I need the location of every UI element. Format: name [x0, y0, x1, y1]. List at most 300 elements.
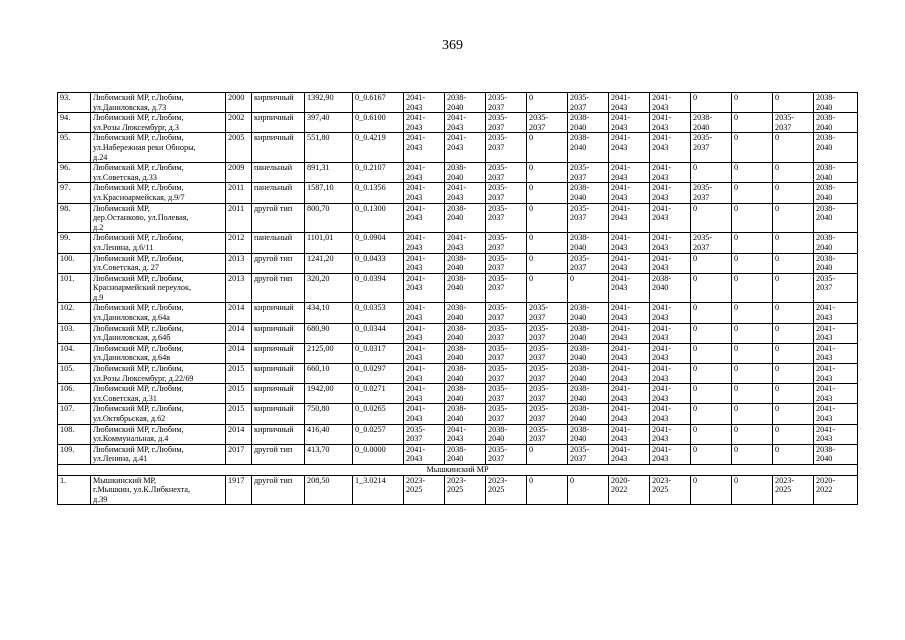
- cell-c10: 0: [773, 183, 814, 203]
- table-row: [58, 303, 858, 323]
- cell-c6: 2041- 2043: [609, 93, 650, 113]
- cell-c10: 0: [773, 364, 814, 384]
- cell-area: 551,80: [305, 133, 353, 163]
- table-row: [58, 233, 858, 253]
- cell-material: другой тип: [252, 203, 305, 233]
- cell-code: 0_0.0904: [353, 233, 404, 253]
- cell-code: 0_0.0000: [353, 444, 404, 464]
- cell-c6: 2041- 2043: [609, 404, 650, 424]
- cell-c8: 0: [691, 93, 732, 113]
- cell-address: Мышкинский МР, г.Мышкин, ул.К.Либкнехта, д.39: [91, 475, 226, 505]
- table-row: [58, 113, 858, 133]
- cell-address: Любимский МР, г.Любим, ул.Советская, д.33: [91, 163, 226, 183]
- cell-c3: 2035- 2037: [486, 163, 527, 183]
- cell-c7: 2041- 2043: [650, 323, 691, 343]
- cell-c6: 2041- 2043: [609, 133, 650, 163]
- cell-c2: 2038- 2040: [445, 253, 486, 273]
- cell-material: кирпичный: [252, 113, 305, 133]
- cell-c1: 2041- 2043: [404, 93, 445, 113]
- cell-no: 100.: [58, 253, 91, 273]
- cell-c10: 0: [773, 424, 814, 444]
- cell-area: 2125,00: [305, 343, 353, 363]
- cell-c11: 2038- 2040: [814, 113, 858, 133]
- cell-c1: 2041- 2043: [404, 273, 445, 303]
- cell-c9: 0: [732, 364, 773, 384]
- cell-c7: 2041- 2043: [650, 424, 691, 444]
- cell-c9: 0: [732, 183, 773, 203]
- cell-c9: 0: [732, 323, 773, 343]
- cell-material: другой тип: [252, 253, 305, 273]
- cell-area: 413,70: [305, 444, 353, 464]
- table-row: [58, 163, 858, 183]
- cell-code: 0_0.0433: [353, 253, 404, 273]
- cell-c7: 2041- 2043: [650, 343, 691, 363]
- cell-c2: 2041- 2043: [445, 424, 486, 444]
- cell-c4: 0: [527, 183, 568, 203]
- cell-c1: 2041- 2043: [404, 444, 445, 464]
- cell-c10: 0: [773, 133, 814, 163]
- cell-c5: 2035- 2037: [568, 163, 609, 183]
- table-row: [58, 133, 858, 163]
- cell-c1: 2041- 2043: [404, 303, 445, 323]
- cell-material: другой тип: [252, 273, 305, 303]
- cell-c8: 0: [691, 323, 732, 343]
- cell-no: 109.: [58, 444, 91, 464]
- cell-c4: 2035- 2037: [527, 303, 568, 323]
- cell-c5: 2035- 2037: [568, 203, 609, 233]
- cell-c9: 0: [732, 273, 773, 303]
- cell-c9: 0: [732, 113, 773, 133]
- cell-c11: 2041- 2043: [814, 343, 858, 363]
- cell-c2: 2038- 2040: [445, 273, 486, 303]
- cell-c4: 0: [527, 475, 568, 505]
- cell-c3: 2035- 2037: [486, 203, 527, 233]
- cell-code: 0_0.1300: [353, 203, 404, 233]
- cell-c1: 2041- 2043: [404, 133, 445, 163]
- cell-c5: 2038- 2040: [568, 133, 609, 163]
- cell-c11: 2041- 2043: [814, 384, 858, 404]
- cell-address: Любимский МР, г.Любим, ул.Даниловская, д.64б: [91, 323, 226, 343]
- cell-area: 1392,90: [305, 93, 353, 113]
- cell-c1: 2041- 2043: [404, 183, 445, 203]
- cell-c3: 2035- 2037: [486, 183, 527, 203]
- cell-c10: 2035- 2037: [773, 113, 814, 133]
- cell-year: 2014: [226, 323, 252, 343]
- cell-material: кирпичный: [252, 133, 305, 163]
- cell-c6: 2041- 2043: [609, 444, 650, 464]
- cell-c10: 0: [773, 273, 814, 303]
- cell-material: кирпичный: [252, 364, 305, 384]
- cell-c6: 2041- 2043: [609, 303, 650, 323]
- cell-c3: 2035- 2037: [486, 273, 527, 303]
- cell-c7: 2041- 2043: [650, 253, 691, 273]
- cell-c6: 2041- 2043: [609, 113, 650, 133]
- table-row: [58, 343, 858, 363]
- cell-c11: 2038- 2040: [814, 183, 858, 203]
- cell-c1: 2041- 2043: [404, 384, 445, 404]
- cell-c5: 2038- 2040: [568, 404, 609, 424]
- cell-year: 2005: [226, 133, 252, 163]
- cell-c10: 0: [773, 253, 814, 273]
- cell-c7: 2041- 2043: [650, 163, 691, 183]
- cell-c1: 2023- 2025: [404, 475, 445, 505]
- cell-c8: 0: [691, 163, 732, 183]
- cell-c9: 0: [732, 424, 773, 444]
- cell-c5: 0: [568, 475, 609, 505]
- cell-no: 95.: [58, 133, 91, 163]
- cell-area: 434,10: [305, 303, 353, 323]
- table-row: [58, 475, 858, 505]
- cell-c1: 2035- 2037: [404, 424, 445, 444]
- cell-c7: 2041- 2043: [650, 303, 691, 323]
- cell-code: 0_0.0297: [353, 364, 404, 384]
- table-row: [58, 384, 858, 404]
- cell-c9: 0: [732, 475, 773, 505]
- cell-c5: 2038- 2040: [568, 233, 609, 253]
- cell-code: 0_0.0271: [353, 384, 404, 404]
- cell-c7: 2041- 2043: [650, 384, 691, 404]
- cell-c2: 2038- 2040: [445, 163, 486, 183]
- cell-year: 2015: [226, 364, 252, 384]
- cell-c6: 2041- 2043: [609, 273, 650, 303]
- cell-c9: 0: [732, 444, 773, 464]
- cell-c8: 0: [691, 303, 732, 323]
- cell-year: 2017: [226, 444, 252, 464]
- cell-c10: 0: [773, 233, 814, 253]
- cell-c11: 2041- 2043: [814, 404, 858, 424]
- cell-address: Любимский МР, г.Любим, ул.Розы Люксембург, д.3: [91, 113, 226, 133]
- cell-c9: 0: [732, 93, 773, 113]
- cell-c4: 2035- 2037: [527, 323, 568, 343]
- cell-area: 1587,10: [305, 183, 353, 203]
- cell-c10: 0: [773, 343, 814, 363]
- cell-year: 2014: [226, 303, 252, 323]
- cell-c3: 2035- 2037: [486, 93, 527, 113]
- cell-c3: 2035- 2037: [486, 404, 527, 424]
- cell-c6: 2041- 2043: [609, 364, 650, 384]
- cell-c4: 0: [527, 93, 568, 113]
- cell-c10: 0: [773, 404, 814, 424]
- cell-code: 0_0.0353: [353, 303, 404, 323]
- cell-year: 2009: [226, 163, 252, 183]
- cell-no: 1.: [58, 475, 91, 505]
- cell-c8: 0: [691, 253, 732, 273]
- table-row: [58, 253, 858, 273]
- cell-c11: 2038- 2040: [814, 253, 858, 273]
- cell-no: 101.: [58, 273, 91, 303]
- cell-material: панельный: [252, 233, 305, 253]
- cell-c6: 2041- 2043: [609, 163, 650, 183]
- cell-c2: 2038- 2040: [445, 323, 486, 343]
- cell-c3: 2035- 2037: [486, 253, 527, 273]
- cell-c11: 2041- 2043: [814, 424, 858, 444]
- cell-c5: 2038- 2040: [568, 384, 609, 404]
- cell-c8: 0: [691, 384, 732, 404]
- cell-area: 320,20: [305, 273, 353, 303]
- cell-c3: 2038- 2040: [486, 424, 527, 444]
- cell-c2: 2038- 2040: [445, 343, 486, 363]
- cell-c3: 2035- 2037: [486, 364, 527, 384]
- cell-c5: 2038- 2040: [568, 424, 609, 444]
- cell-c10: 0: [773, 203, 814, 233]
- table-row: [58, 273, 858, 303]
- cell-c7: 2041- 2043: [650, 113, 691, 133]
- cell-c5: 2038- 2040: [568, 113, 609, 133]
- cell-no: 106.: [58, 384, 91, 404]
- cell-area: 1101,01: [305, 233, 353, 253]
- cell-code: 0_0.4219: [353, 133, 404, 163]
- cell-c6: 2041- 2043: [609, 203, 650, 233]
- cell-no: 103.: [58, 323, 91, 343]
- cell-c1: 2041- 2043: [404, 113, 445, 133]
- cell-c4: 0: [527, 273, 568, 303]
- cell-c4: 0: [527, 203, 568, 233]
- cell-c3: 2035- 2037: [486, 133, 527, 163]
- cell-c5: 2035- 2037: [568, 444, 609, 464]
- table-row: [58, 203, 858, 233]
- cell-address: Любимский МР, г.Любим, ул.Даниловская, д.64а: [91, 303, 226, 323]
- cell-c2: 2041- 2043: [445, 183, 486, 203]
- cell-no: 96.: [58, 163, 91, 183]
- cell-area: 800,70: [305, 203, 353, 233]
- cell-year: 2014: [226, 424, 252, 444]
- cell-address: Любимский МР, г.Любим, ул.Даниловская, д.64в: [91, 343, 226, 363]
- cell-code: 0_0.0257: [353, 424, 404, 444]
- table-row: [58, 183, 858, 203]
- cell-no: 97.: [58, 183, 91, 203]
- cell-c11: 2041- 2043: [814, 364, 858, 384]
- cell-c1: 2041- 2043: [404, 233, 445, 253]
- cell-c2: 2041- 2043: [445, 113, 486, 133]
- cell-no: 93.: [58, 93, 91, 113]
- cell-c4: 0: [527, 253, 568, 273]
- cell-c5: 2035- 2037: [568, 93, 609, 113]
- cell-address: Любимский МР, дер.Останково, ул.Полевая, д.2: [91, 203, 226, 233]
- cell-material: другой тип: [252, 475, 305, 505]
- section-header-row: [58, 464, 858, 475]
- cell-c6: 2041- 2043: [609, 183, 650, 203]
- cell-area: 660,10: [305, 364, 353, 384]
- cell-c1: 2041- 2043: [404, 343, 445, 363]
- cell-c8: 0: [691, 475, 732, 505]
- cell-c9: 0: [732, 163, 773, 183]
- cell-c4: 0: [527, 444, 568, 464]
- table-row: [58, 93, 858, 113]
- cell-c4: 2035- 2037: [527, 384, 568, 404]
- cell-address: Любимский МР, г.Любим, ул.Набережная реки Обноры, д.24: [91, 133, 226, 163]
- cell-code: 0_0.6100: [353, 113, 404, 133]
- cell-c11: 2038- 2040: [814, 93, 858, 113]
- cell-c8: 0: [691, 444, 732, 464]
- cell-c1: 2041- 2043: [404, 253, 445, 273]
- cell-address: Любимский МР, г.Любим, ул.Октябрьская, д.62: [91, 404, 226, 424]
- cell-code: 0_0.1356: [353, 183, 404, 203]
- cell-address: Любимский МР, г.Любим, ул.Ленина, д.41: [91, 444, 226, 464]
- cell-c4: 0: [527, 133, 568, 163]
- cell-area: 891,31: [305, 163, 353, 183]
- cell-code: 0_0.0317: [353, 343, 404, 363]
- cell-c9: 0: [732, 404, 773, 424]
- cell-address: Любимский МР, г.Любим, ул.Советская, д.31: [91, 384, 226, 404]
- cell-c2: 2038- 2040: [445, 93, 486, 113]
- cell-c5: 2038- 2040: [568, 343, 609, 363]
- cell-c7: 2041- 2043: [650, 444, 691, 464]
- cell-c3: 2035- 2037: [486, 444, 527, 464]
- cell-c8: 0: [691, 404, 732, 424]
- cell-material: кирпичный: [252, 404, 305, 424]
- cell-c7: 2041- 2043: [650, 183, 691, 203]
- table-row: [58, 364, 858, 384]
- cell-c7: 2038- 2040: [650, 273, 691, 303]
- cell-c10: 0: [773, 384, 814, 404]
- cell-c11: 2038- 2040: [814, 203, 858, 233]
- cell-c6: 2020- 2022: [609, 475, 650, 505]
- cell-c11: 2041- 2043: [814, 323, 858, 343]
- cell-c8: 2035- 2037: [691, 233, 732, 253]
- cell-c9: 0: [732, 203, 773, 233]
- cell-c6: 2041- 2043: [609, 253, 650, 273]
- cell-c1: 2041- 2043: [404, 203, 445, 233]
- cell-no: 108.: [58, 424, 91, 444]
- cell-code: 0_0.0344: [353, 323, 404, 343]
- cell-c10: 0: [773, 444, 814, 464]
- cell-year: 2012: [226, 233, 252, 253]
- cell-c4: 2035- 2037: [527, 424, 568, 444]
- cell-material: кирпичный: [252, 93, 305, 113]
- cell-year: 2011: [226, 203, 252, 233]
- cell-year: 2013: [226, 253, 252, 273]
- cell-c2: 2041- 2043: [445, 133, 486, 163]
- cell-material: панельный: [252, 163, 305, 183]
- cell-c5: 0: [568, 273, 609, 303]
- cell-material: кирпичный: [252, 303, 305, 323]
- cell-c4: 2035- 2037: [527, 404, 568, 424]
- cell-c5: 2038- 2040: [568, 183, 609, 203]
- cell-c9: 0: [732, 133, 773, 163]
- table-row: [58, 323, 858, 343]
- cell-c5: 2038- 2040: [568, 323, 609, 343]
- cell-c3: 2035- 2037: [486, 323, 527, 343]
- cell-c3: 2035- 2037: [486, 113, 527, 133]
- cell-c11: 2038- 2040: [814, 133, 858, 163]
- cell-area: 208,50: [305, 475, 353, 505]
- cell-c10: 0: [773, 163, 814, 183]
- cell-year: 2002: [226, 113, 252, 133]
- cell-c8: 0: [691, 424, 732, 444]
- cell-c1: 2041- 2043: [404, 364, 445, 384]
- cell-address: Любимский МР, г.Любим, ул.Ленина, д.6/11: [91, 233, 226, 253]
- cell-c7: 2041- 2043: [650, 93, 691, 113]
- cell-c9: 0: [732, 343, 773, 363]
- cell-year: 2014: [226, 343, 252, 363]
- cell-c6: 2041- 2043: [609, 233, 650, 253]
- housing-register-table: [57, 92, 858, 505]
- cell-c11: 2038- 2040: [814, 233, 858, 253]
- cell-c2: 2038- 2040: [445, 404, 486, 424]
- cell-area: 750,80: [305, 404, 353, 424]
- cell-c3: 2035- 2037: [486, 384, 527, 404]
- cell-code: 0_0.0394: [353, 273, 404, 303]
- cell-c11: 2038- 2040: [814, 163, 858, 183]
- cell-c8: 0: [691, 343, 732, 363]
- cell-c6: 2041- 2043: [609, 424, 650, 444]
- cell-c7: 2041- 2043: [650, 404, 691, 424]
- cell-no: 98.: [58, 203, 91, 233]
- cell-code: 1_3.0214: [353, 475, 404, 505]
- cell-area: 397,40: [305, 113, 353, 133]
- cell-c1: 2041- 2043: [404, 163, 445, 183]
- cell-c8: 0: [691, 273, 732, 303]
- cell-c2: 2038- 2040: [445, 364, 486, 384]
- cell-code: 0_0.6167: [353, 93, 404, 113]
- cell-c6: 2041- 2043: [609, 343, 650, 363]
- cell-address: Любимский МР, г.Любим, ул.Красноармейская, д.9/7: [91, 183, 226, 203]
- cell-c4: 2035- 2037: [527, 343, 568, 363]
- cell-c2: 2038- 2040: [445, 203, 486, 233]
- cell-area: 416,40: [305, 424, 353, 444]
- cell-c2: 2038- 2040: [445, 444, 486, 464]
- cell-c3: 2035- 2037: [486, 343, 527, 363]
- cell-c11: 2035- 2037: [814, 273, 858, 303]
- cell-c7: 2023- 2025: [650, 475, 691, 505]
- cell-year: 2015: [226, 404, 252, 424]
- cell-c4: 2035- 2037: [527, 113, 568, 133]
- cell-c7: 2041- 2043: [650, 203, 691, 233]
- cell-code: 0_0.2107: [353, 163, 404, 183]
- cell-c10: 0: [773, 303, 814, 323]
- cell-c7: 2041- 2043: [650, 364, 691, 384]
- cell-c9: 0: [732, 303, 773, 323]
- cell-c7: 2041- 2043: [650, 133, 691, 163]
- cell-material: кирпичный: [252, 384, 305, 404]
- cell-c3: 2023- 2025: [486, 475, 527, 505]
- cell-material: другой тип: [252, 444, 305, 464]
- cell-c2: 2041- 2043: [445, 233, 486, 253]
- cell-material: кирпичный: [252, 424, 305, 444]
- cell-year: 2000: [226, 93, 252, 113]
- cell-address: Любимский МР, г.Любим, ул.Советская, д. 27: [91, 253, 226, 273]
- cell-c1: 2041- 2043: [404, 404, 445, 424]
- page-number: 369: [442, 38, 463, 53]
- cell-code: 0_0.0265: [353, 404, 404, 424]
- cell-c5: 2038- 2040: [568, 364, 609, 384]
- cell-no: 99.: [58, 233, 91, 253]
- cell-c4: 0: [527, 233, 568, 253]
- cell-area: 680,90: [305, 323, 353, 343]
- cell-year: 2013: [226, 273, 252, 303]
- cell-c11: 2020- 2022: [814, 475, 858, 505]
- cell-c9: 0: [732, 384, 773, 404]
- cell-no: 104.: [58, 343, 91, 363]
- cell-year: 2015: [226, 384, 252, 404]
- cell-c2: 2023- 2025: [445, 475, 486, 505]
- cell-c8: 2035- 2037: [691, 133, 732, 163]
- cell-c11: 2038- 2040: [814, 444, 858, 464]
- cell-c8: 2038- 2040: [691, 113, 732, 133]
- cell-material: панельный: [252, 183, 305, 203]
- cell-c3: 2035- 2037: [486, 303, 527, 323]
- cell-year: 1917: [226, 475, 252, 505]
- cell-address: Любимский МР, г.Любим, ул.Даниловская, д.73: [91, 93, 226, 113]
- cell-c11: 2041- 2043: [814, 303, 858, 323]
- cell-c9: 0: [732, 253, 773, 273]
- cell-c4: 2035- 2037: [527, 364, 568, 384]
- cell-material: кирпичный: [252, 323, 305, 343]
- cell-address: Любимский МР, г.Любим, ул.Розы Люксембург, д.22/69: [91, 364, 226, 384]
- table-row: [58, 424, 858, 444]
- cell-year: 2011: [226, 183, 252, 203]
- cell-area: 1942,00: [305, 384, 353, 404]
